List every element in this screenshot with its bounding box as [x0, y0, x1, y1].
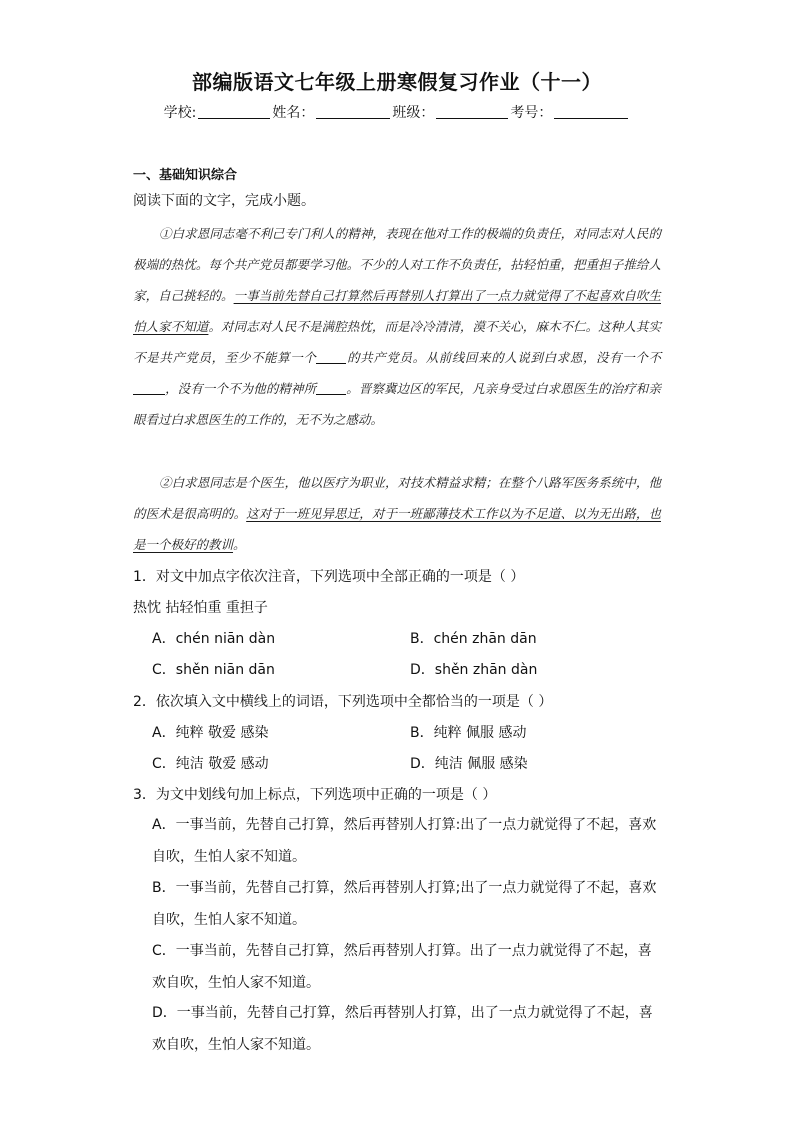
p2-text-end: 。 — [233, 537, 246, 552]
question-1-stem: 1．对文中加点字依次注音，下列选项中全部正确的一项是（ ） — [133, 569, 525, 585]
p1-text-c: 的共产党员。从前线回来的人说到白求恩，没有一个不 — [346, 350, 661, 365]
question-1-option-a[interactable]: A．chén niān dàn — [152, 631, 276, 647]
exam-no-label: 考号： — [510, 105, 553, 121]
question-1-words: 热忱 拈轻怕重 重担子 — [133, 600, 268, 616]
section-heading: 一、基础知识综合 — [133, 168, 238, 183]
school-label: 学校: — [163, 105, 197, 121]
question-2-option-b[interactable]: B．纯粹 佩服 感动 — [410, 725, 527, 741]
p1-text-e: 。晋察冀边区的军民，凡亲身受过白求恩医生的治疗和亲眼看过白求恩医生的工作的，无不为之感动。 — [133, 381, 661, 427]
fill-blank-1[interactable] — [316, 351, 346, 364]
exam-no-blank[interactable] — [554, 104, 628, 119]
question-1-option-c[interactable]: C．shěn niān dān — [152, 662, 275, 678]
fill-blank-3[interactable] — [316, 382, 346, 395]
page-title: 部编版语文七年级上册寒假复习作业（十一） — [192, 70, 602, 94]
school-blank[interactable] — [198, 104, 270, 119]
question-1-option-d[interactable]: D．shěn zhān dàn — [410, 662, 538, 678]
p1-underlined-sentence: 一事当前先替自己打算然后再替别人打算出了一点力就觉得了不起喜欢自吹生怕人家不知道 — [133, 288, 661, 334]
question-2-option-a[interactable]: A．纯粹 敬爱 感染 — [152, 725, 269, 741]
question-3-option-c[interactable]: C．一事当前，先替自己打算，然后再替别人打算。出了一点力就觉得了不起，喜欢自吹，生怕人家不知道。 — [152, 943, 652, 991]
p2-underlined-sentence: 这对于一班见异思迁，对于一班鄙薄技术工作以为不足道、以为无出路，也是一个极好的教训 — [133, 506, 661, 552]
question-3-stem: 3．为文中划线句加上标点，下列选项中正确的一项是（ ） — [133, 787, 497, 803]
question-3-option-d[interactable]: D．一事当前，先替自己打算，然后再替别人打算，出了一点力就觉得了不起，喜欢自吹，生怕人家不知道。 — [152, 1005, 653, 1053]
passage-paragraph-1 — [133, 218, 661, 435]
question-3-option-b[interactable]: B．一事当前，先替自己打算，然后再替别人打算;出了一点力就觉得了不起，喜欢自吹，生怕人家不知道。 — [152, 880, 657, 928]
passage-paragraph-2 — [133, 467, 661, 560]
class-label: 班级： — [392, 105, 435, 121]
p1-text-b: 。对同志对人民不是满腔热忱，而是冷冷清清，漠不关心，麻木不仁。这种人其实不是共产党员，至少不能算一个 — [133, 319, 661, 365]
student-info-line — [0, 102, 794, 122]
class-blank[interactable] — [436, 104, 508, 119]
p1-text-a: ①白求恩同志毫不利己专门利人的精神，表现在他对工作的极端的负责任，对同志对人民的极端的热忱。每个共产党员都要学习他。不少的人对工作不负责任，拈轻怕重，把重担子推给人家，自己挑轻的。 — [133, 226, 661, 303]
name-label: 姓名： — [272, 105, 315, 121]
fill-blank-2[interactable] — [133, 382, 165, 395]
question-2-stem: 2．依次填入文中横线上的词语，下列选项中全都恰当的一项是（ ） — [133, 694, 553, 710]
question-2-option-c[interactable]: C．纯洁 敬爱 感动 — [152, 756, 269, 772]
question-1-option-b[interactable]: B．chén zhān dān — [410, 631, 537, 647]
question-2-option-d[interactable]: D．纯洁 佩服 感染 — [410, 756, 528, 772]
p2-text-a: ②白求恩同志是个医生，他以医疗为职业，对技术精益求精；在整个八路军医务系统中，他的医术是很高明的。 — [133, 475, 661, 521]
reading-instruction: 阅读下面的文字，完成小题。 — [133, 193, 315, 209]
name-blank[interactable] — [316, 104, 390, 119]
question-3-option-a[interactable]: A．一事当前，先替自己打算，然后再替别人打算:出了一点力就觉得了不起，喜欢自吹，生怕人家不知道。 — [152, 817, 657, 865]
p1-text-d: ，没有一个不为他的精神所 — [165, 381, 317, 396]
